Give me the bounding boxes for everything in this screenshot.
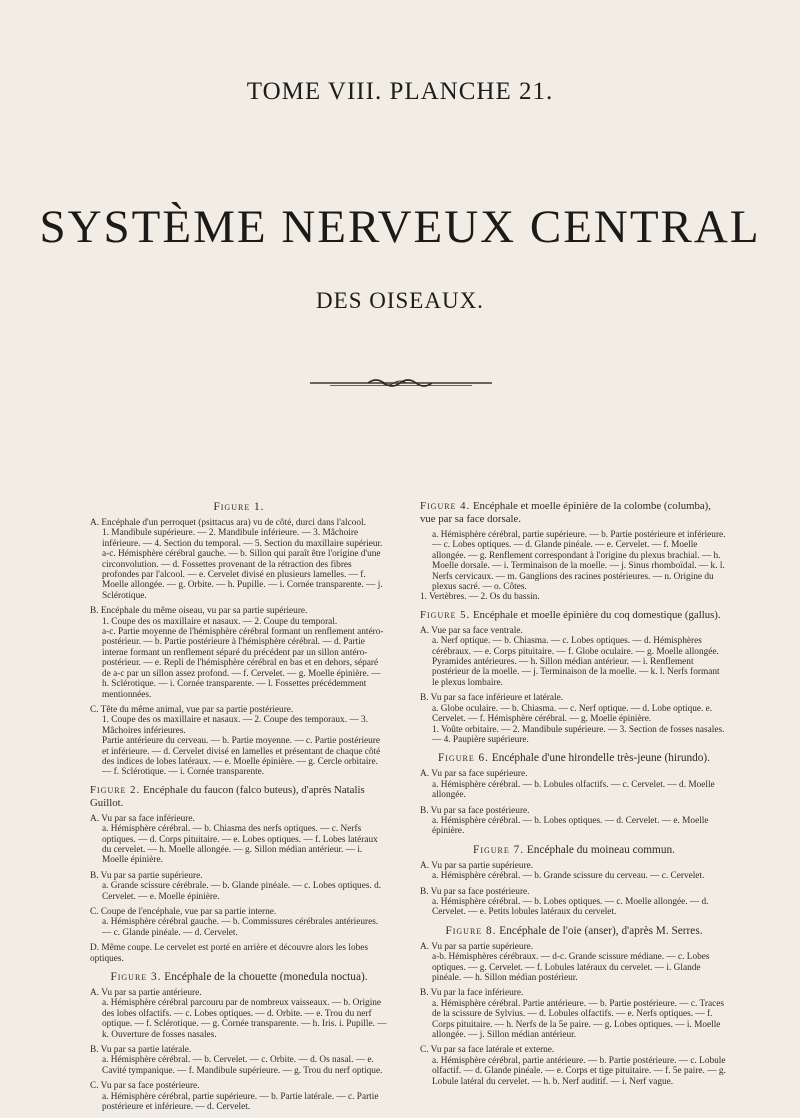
section-label: A. Vu par sa partie supérieure.: [420, 941, 534, 952]
legend-item: a. Hémisphère cérébral. — b. Lobes optiques. — c. Moelle allongée. — d. Cervelet. — e. Petits lobules latéraux du cervelet.: [432, 896, 709, 918]
legend-item: a. Hémisphère cérébral, partie supérieure. — b. Partie latérale. — c. Partie postérieure et inférieure. — d. Cervelet.: [102, 1091, 379, 1113]
section-label: B. Vu par la face inférieure.: [420, 988, 524, 999]
figure-3-section-a: [90, 988, 388, 1040]
figure-1-section-c: [90, 705, 388, 778]
legend-item: a. Hémisphère cérébral parcouru par de nombreux vaisseaux. — b. Origine des lobes olfactifs. — c. Lobes optiques. — d. Orbite. — e. Trou du nerf optique. — f. Sclérotique. — g. Cornée transparente. — h. Iris. i. Pupille. — k. Ouverture de fosses nasales.: [102, 998, 387, 1040]
legend-item: a-c. Partie moyenne de l'hémisphère cérébral formant un renflement antéro-postérieur. — b. Partie postérieure à l'hémisphère cérébral. — d. Partie interne formant un renflement séparé du précédent par un sillon antéro-postérieur. — e. Repli de l'hémisphère cérébral en bas et en dehors, séparé de a-c par un sillon assez profond. — f. Cervelet. — g. Moelle épinière. — h. Sclérotique. — i. Cornée transparente. — l. Fossettes précédemment mentionnées.: [102, 627, 384, 700]
legend-item: a. Grande scissure cérébrale. — b. Glande pinéale. — c. Lobes optiques. d. Cervelet. — e. Moelle épinière.: [102, 881, 382, 902]
legend-item: 1. Coupe des os maxillaire et nasaux. — 2. Coupe du temporal.: [102, 616, 338, 627]
legend-item: a. Globe oculaire. — b. Chiasma. — c. Nerf optique. — d. Lobe optique. e. Cervelet. — f. Hémisphère cérébral. — g. Moelle épinière.: [432, 703, 713, 725]
legend-item: a. Hémisphère cérébral. — b. Chiasma des nerfs optiques. — c. Nerfs optiques. — d. Corps pituitaire. — e. Lobes optiques. — f. Lobes latéraux du cervelet. — h. Moelle allongée. — g. Sillon médian antérieur. — i. Moelle épinière.: [102, 824, 378, 866]
figure-7-heading: Figure 7. Encéphale du moineau commun.: [473, 843, 675, 856]
section-label: B. Vu par sa face postérieure.: [420, 805, 530, 816]
legend-item: a. Hémisphère cérébral, partie supérieure. — b. Partie postérieure et inférieure. — c. Lobes optiques. — d. Glande pinéale. — e. Cervelet. — f. Moelle allongée. — g. Renflement correspondant à l'origine du plexus brachial. — h. Moelle dorsale. — i. Terminaison de la moelle. — j. Sinus rhomboïdal. — k. l. Nerfs cervicaux. — m. Ganglions des racines postérieures. — n. Origine du plexus sacré. — o. Côtes.: [432, 530, 726, 593]
figure-8-section-c: [420, 1045, 728, 1087]
legend-item: 1. Coupe des os maxillaire et nasaux. — 2. Coupe des temporaux. — 3. Mâchoires inférieures.: [102, 715, 368, 736]
section-label: A. Vu par sa partie supérieure.: [420, 860, 534, 871]
figure-5-heading: Figure 5. Encéphale et moelle épinière du coq domestique (gallus).: [420, 608, 721, 621]
figure-4-section: [420, 530, 728, 603]
section-label: A. Vu par sa partie antérieure.: [90, 988, 202, 999]
figure-1-heading: Figure 1.: [213, 501, 265, 513]
plate-title: SYSTÈME NERVEUX CENTRAL: [39, 201, 761, 253]
figure-5-section-b: [420, 693, 728, 745]
volume-plate-heading: TOME VIII. PLANCHE 21.: [246, 78, 554, 105]
figure-2-section-b: [90, 871, 388, 902]
figure-2-section-c: [90, 907, 388, 938]
figure-8-section-b: [420, 988, 728, 1040]
figure-3-section-b: [90, 1045, 388, 1076]
legend-item: a. Hémisphère cérébral. — b. Lobes optiques. — d. Cervelet. — e. Moelle épinière.: [432, 815, 709, 837]
right-text-column: [420, 494, 728, 1092]
section-label: A. Encéphale d'un perroquet (psittacus ara) vu de côté, durci dans l'alcool.: [90, 518, 366, 528]
legend-item: a. Hémisphère cérébral. — b. Cervelet. — c. Orbite. — d. Os nasal. — e. Cavité tympanique. — f. Mandibule supérieure. — g. Trou du nerf optique.: [102, 1055, 383, 1076]
legend-item: a-c. Hémisphère cérébral gauche. — b. Sillon qui paraît être l'origine d'une circonvolution. — d. Fossettes provenant de la rétraction des fibres profondes par l'alcool. — e. Cervelet divisé en plusieurs lamelles. — f. Moelle allongée. — g. Orbite. — h. Pupille. — i. Cornée transparente. — j. Sclérotique.: [102, 549, 383, 601]
figure-3-heading: Figure 3. Encéphale de la chouette (monedula noctua).: [110, 971, 368, 984]
legend-item: a. Hémisphère cérébral, partie antérieure. — b. Partie postérieure. — c. Lobule olfactif. — d. Glande pinéale. — e. Corps et tige pituitaire. — f. 5e paire. — g. Lobule latéral du cervelet. — h. b. Nerf auditif. — i. Nerf vague.: [432, 1055, 726, 1087]
figure-7-section-b: [420, 887, 728, 918]
figure-8-section-a: [420, 942, 728, 984]
section-label: B. Vu par sa partie supérieure.: [90, 870, 203, 881]
plate-subtitle: DES OISEAUX.: [316, 288, 484, 313]
section-label: C. Vu par sa face latérale et externe.: [420, 1045, 555, 1056]
legend-item: 1. Vertèbres. — 2. Os du bassin.: [420, 592, 540, 603]
figure-6-heading: Figure 6. Encéphale d'une hirondelle très-jeune (hirundo).: [437, 752, 711, 765]
section-label: A. Vu par sa face supérieure.: [420, 769, 528, 780]
section-label: A. Vue par sa face ventrale.: [420, 625, 523, 636]
legend-item: Partie antérieure du cerveau. — b. Partie moyenne. — c. Partie postérieure et inférieure. — d. Cervelet divisé en lamelles et présentant de chaque côté des indices de lobes latéraux. — e. Moelle épinière. — g. Cercle orbitaire. — f. Sclérotique. — i. Cornée transparente.: [102, 736, 381, 778]
section-label: B. Vu par sa face postérieure.: [420, 886, 530, 897]
decorative-rule-ornament: [310, 375, 492, 391]
section-label: D. Même coupe. Le cervelet est porté en arrière et découvre alors les lobes optiques.: [90, 943, 369, 964]
figure-6-section-b: [420, 806, 728, 837]
figure-4-heading: Figure 4. Encéphale et moelle épinière de la colombe (columba), vue par sa face dorsale.: [420, 500, 711, 525]
left-text-column: [90, 494, 388, 1118]
legend-item: a. Hémisphère cérébral gauche. — b. Commissures cérébrales antérieures. — c. Glande pinéale. — d. Cervelet.: [102, 917, 379, 938]
section-label: C. Vu par sa face postérieure.: [90, 1081, 200, 1092]
legend-item: a-b. Hémisphères cérébraux. — d-c. Grande scissure médiane. — c. Lobes optiques. — g. Cervelet. — f. Lobules latéraux du cervelet. — i. Glande pinéale. — h. Sillon médian postérieur.: [432, 952, 710, 983]
figure-8-heading: Figure 8. Encéphale de l'oie (anser), d'après M. Serres.: [445, 924, 703, 937]
figure-1-section-a: [90, 518, 388, 601]
figure-7-section-a: [420, 861, 728, 882]
figure-2-section-d: [90, 943, 388, 964]
section-label: A. Vu par sa face inférieure.: [90, 813, 195, 824]
legend-item: a. Nerf optique. — b. Chiasma. — c. Lobes optiques. — d. Hémisphères cérébraux. — e. Corps pituitaire. — f. Globe oculaire. — g. Moelle allongée. Pyramides antérieures. — h. Sillon médian antérieur. — i. Renflement postérieur de la moelle. — j. Terminaison de la moelle. — k. l. Nerfs formant le plexus lombaire.: [432, 636, 720, 688]
section-label: B. Vu par sa face inférieure et latérale.: [420, 693, 564, 704]
section-label: C. Tête du même animal, vue par sa partie postérieure.: [90, 704, 294, 715]
legend-item: a. Hémisphère cérébral. Partie antérieure. — b. Partie postérieure. — c. Traces de la scissure de Sylvius. — d. Lobules olfactifs. — e. Nerfs optiques. — f. Corps pituitaire. — h. Nerfs de la 5e paire. — g. Lobes optiques. — i. Moelle allongée. — j. Sillon médian antérieur.: [432, 998, 724, 1041]
section-label: B. Vu par sa partie latérale.: [90, 1045, 192, 1056]
legend-item: a. Hémisphère cérébral. — b. Lobules olfactifs. — c. Cervelet. — d. Moelle allongée.: [432, 779, 715, 801]
figure-2-heading: Figure 2. Encéphale du faucon (falco buteus), d'après Natalis Guillot.: [90, 783, 365, 809]
legend-item: a. Hémisphère cérébral. — b. Grande scissure du cerveau. — c. Cervelet.: [432, 871, 705, 882]
figure-1-section-b: [90, 606, 388, 700]
section-label: C. Coupe de l'encéphale, vue par sa partie interne.: [90, 907, 277, 917]
section-label: B. Encéphale du même oiseau, vu par sa partie supérieure.: [90, 606, 308, 617]
figure-3-section-c: [90, 1081, 388, 1112]
legend-item: 1. Mandibule supérieure. — 2. Mandibule inférieure. — 3. Mâchoire inférieure. — 4. Section du temporal. — 5. Section du maxillaire supérieur.: [102, 528, 383, 549]
figure-2-section-a: [90, 814, 388, 866]
figure-5-section-a: [420, 626, 728, 688]
figure-6-section-a: [420, 769, 728, 800]
legend-item: 1. Voûte orbitaire. — 2. Mandibule supérieure. — 3. Section de fosses nasales. — 4. Paupière supérieure.: [432, 724, 725, 745]
